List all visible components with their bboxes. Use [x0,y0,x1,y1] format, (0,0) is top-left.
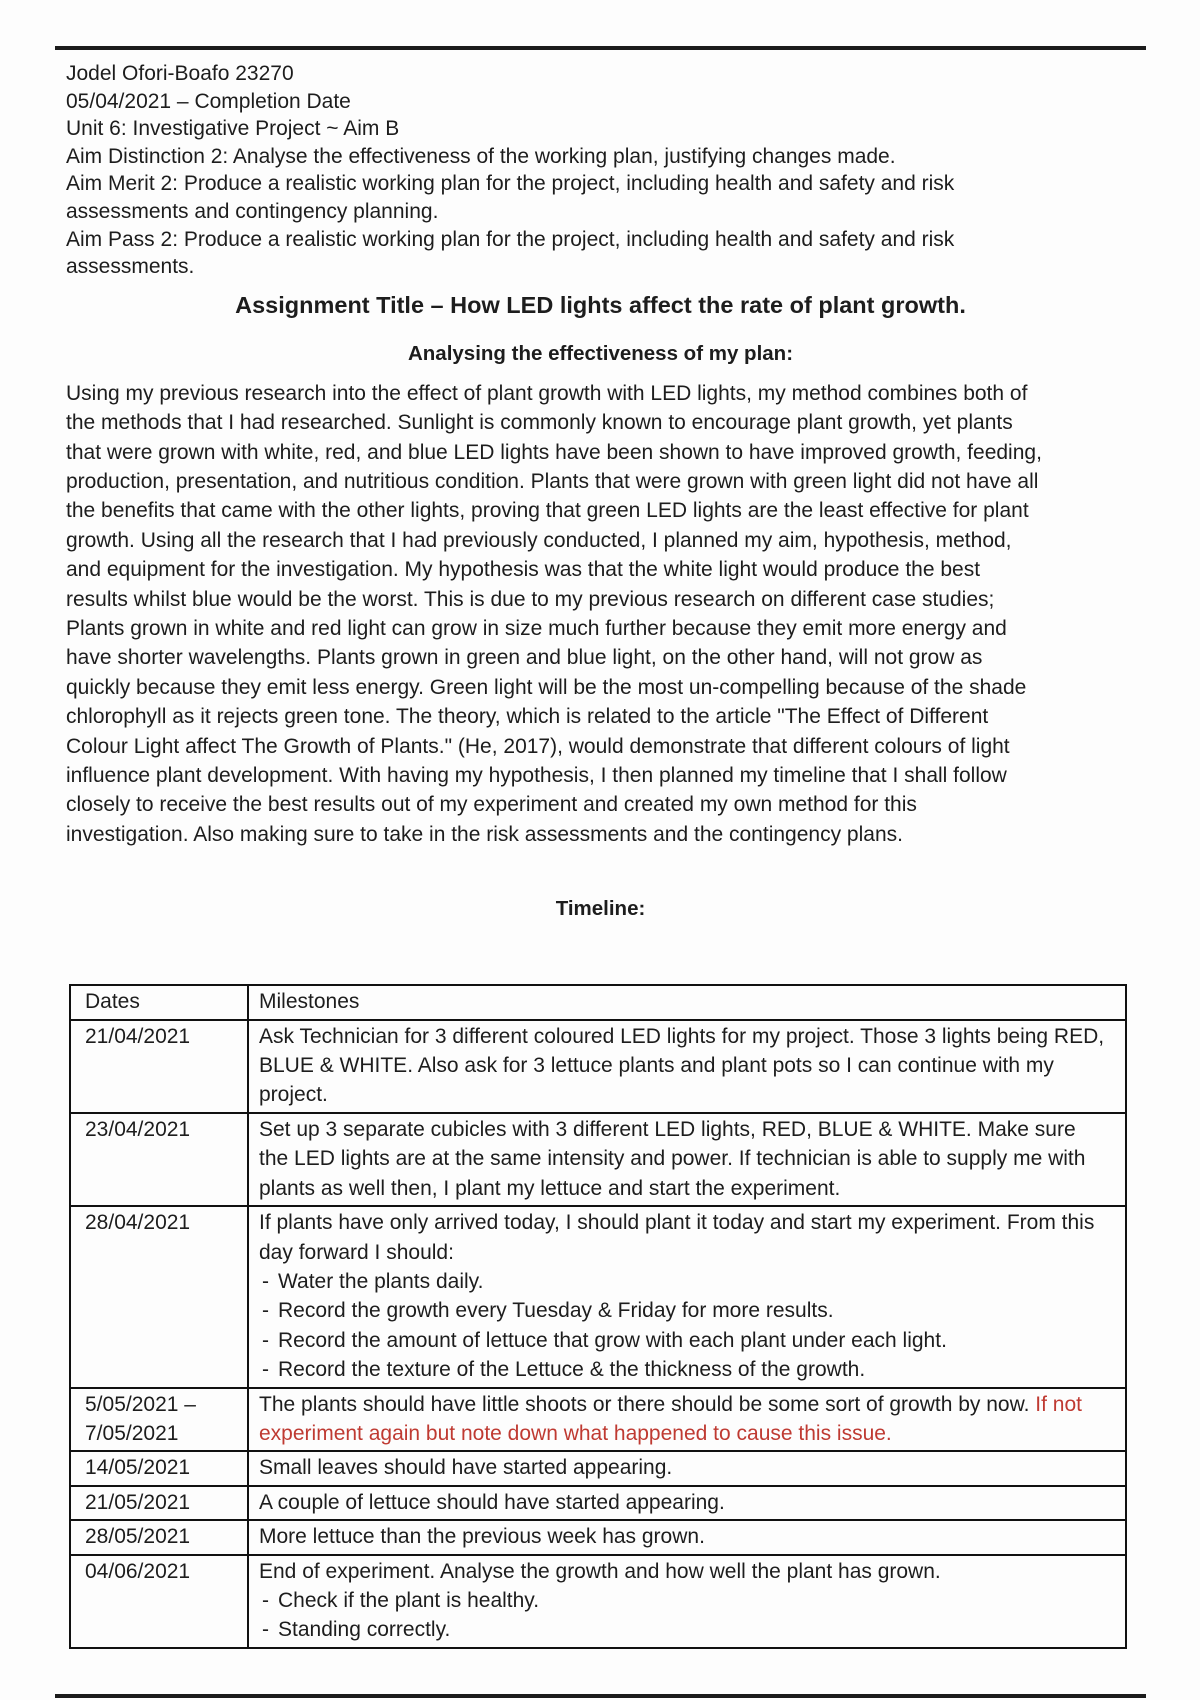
analysis-section-heading: Analysing the effectiveness of my plan: [407,341,794,365]
milestone-cell [248,1388,1126,1452]
bullet-text: Check if the plant is healthy. [278,1588,540,1612]
table-row [70,1486,1126,1520]
bullet-marker: - [262,1328,269,1352]
milestone-cell [248,1451,1126,1485]
milestone-cell [248,1520,1126,1554]
table-row [70,1113,1126,1206]
meta-line: Aim Merit 2: Produce a realistic working plan for the project, including health and safety and risk assessments and contingency planning. [66,172,955,223]
date-cell: 21/04/2021 [70,1020,248,1113]
milestone-text: A couple of lettuce should have started appearing. [259,1490,725,1514]
date-cell: 14/05/2021 [70,1451,248,1485]
bullet-marker: - [262,1588,269,1612]
milestone-text: Ask Technician for 3 different coloured LED lights for my project. Those 3 lights being RED, BLUE & WHITE. Also ask for 3 lettuce plants and plant pots so I can continue with my project. [259,1024,1105,1107]
bullet-marker: - [262,1618,269,1642]
timeline-table [69,984,1127,1649]
date-cell: 04/06/2021 [70,1555,248,1648]
bullet-marker: - [262,1269,269,1293]
milestone-cell [248,1020,1126,1113]
bullet-marker: - [262,1299,269,1323]
table-row [70,1520,1126,1554]
milestone-text: End of experiment. Analyse the growth and how well the plant has grown. [259,1559,941,1583]
analysis-paragraph: Using my previous research into the effect of plant growth with LED lights, my method combines both of the methods that I had researched. Sunlight is commonly known to encourage plant growth, yet plants that were grown with white, red, and blue LED lights have been shown to have improved growth, feeding, production, presentation, and nutritious condition. Plants that were grown with green light did not have all the benefits that came with the other lights, proving that green LED lights are the least effective for plant growth. Using all the research that I had previously conducted, I planned my aim, hypothesis, method, and equipment for the investigation. My hypothesis was that the white light would produce the best results whilst blue would be the worst. This is due to my previous research on different case studies; Plants grown in white and red light can grow in size much further because they emit more energy and have shorter wavelengths. Plants grown in green and blue light, on the other hand, will not grow as quickly because they emit less energy. Green light will be the most un-compelling because of the shade chlorophyll as it rejects green tone. The theory, which is related to the article "The Effect of Different Colour Light affect The Growth of Plants." (He, 2017), would demonstrate that different colours of light influence plant development. With having my hypothesis, I then planned my timeline that I shall follow closely to receive the best results out of my experiment and created my own method for this investigation. Also making sure to take in the risk assessments and the contingency plans. [66,381,1042,846]
milestone-cell [248,1206,1126,1387]
bullet-item [259,1326,1105,1355]
bullet-item [259,1296,1105,1325]
table-row [70,1388,1126,1452]
bullet-item [259,1586,1105,1615]
bullet-item [259,1267,1105,1296]
table-header-row [70,985,1126,1019]
milestone-cell [248,1555,1126,1648]
milestone-cell [248,1486,1126,1520]
top-border-rule [55,46,1146,50]
assignment-title: Assignment Title – How LED lights affect the rate of plant growth. [235,291,966,318]
document-content [66,60,1135,1649]
bullet-text: Standing correctly. [278,1618,451,1642]
milestone-text: More lettuce than the previous week has grown. [259,1525,705,1549]
bullet-text: Water the plants daily. [278,1269,484,1293]
bullet-text: Record the amount of lettuce that grow with each plant under each light. [278,1328,947,1352]
milestone-text: The plants should have little shoots or there should be some sort of growth by now. [259,1392,1030,1416]
milestone-cell [248,1113,1126,1206]
milestone-text: Set up 3 separate cubicles with 3 different LED lights, RED, BLUE & WHITE. Make sure the LED lights are at the same intensity and power. If technician is able to supply me with plants as well then, I plant my lettuce and start the experiment. [259,1117,1086,1200]
meta-line: Unit 6: Investigative Project ~ Aim B [66,117,400,141]
table-row [70,1451,1126,1485]
table-row [70,1555,1126,1648]
header-cell-dates: Dates [70,985,248,1019]
milestone-text-red: If not experiment again but note down what happened to cause this issue. [259,1392,1082,1445]
header-cell-milestones: Milestones [248,985,1126,1019]
date-cell: 28/04/2021 [70,1206,248,1387]
bottom-border-rule [55,1694,1146,1698]
timeline-table-body [70,1020,1126,1648]
meta-line: Jodel Ofori-Boafo 23270 [66,62,294,85]
document-meta [66,60,1051,281]
bullet-marker: - [262,1358,269,1382]
timeline-heading: Timeline: [555,897,646,921]
bullet-text: Record the texture of the Lettuce & the thickness of the growth. [278,1358,866,1382]
meta-line: 05/04/2021 – Completion Date [66,89,351,113]
date-cell: 28/05/2021 [70,1520,248,1554]
meta-line: Aim Pass 2: Produce a realistic working plan for the project, including health and safety and risk assessments. [66,227,955,279]
date-cell: 23/04/2021 [70,1113,248,1206]
table-row [70,1206,1126,1387]
bullet-text: Record the growth every Tuesday & Friday for more results. [278,1299,834,1323]
meta-line: Aim Distinction 2: Analyse the effectiveness of the working plan, justifying changes made. [66,144,896,168]
milestone-text: If plants have only arrived today, I should plant it today and start my experiment. From this day forward I should: [259,1211,1095,1264]
bullet-item [259,1615,1105,1644]
bullet-item [259,1355,1105,1384]
date-cell: 21/05/2021 [70,1486,248,1520]
milestone-text: Small leaves should have started appearing. [259,1456,673,1480]
date-cell: 5/05/2021 – 7/05/2021 [70,1388,248,1452]
table-row [70,1020,1126,1113]
